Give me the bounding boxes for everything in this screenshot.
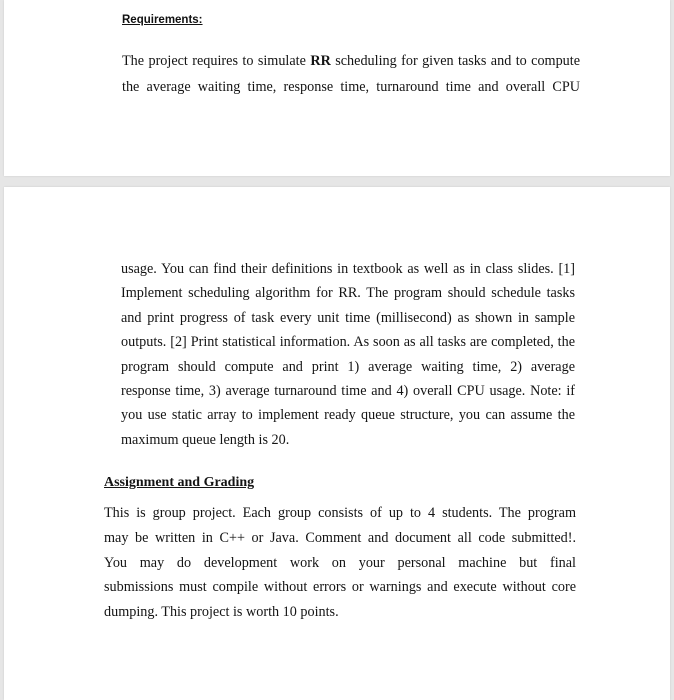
paragraph-line: The project requires to simulate RR scheduling for given tasks and to compute <box>122 53 581 69</box>
assignment-paragraph <box>104 501 576 625</box>
requirements-intro-paragraph <box>122 48 580 100</box>
paragraph-line: maximum queue length is 20. <box>121 431 290 448</box>
paragraph-line: usage. You can find their definitions in textbook as well as in class slides. [1] <box>121 261 575 277</box>
requirements-continuation-paragraph <box>121 257 575 452</box>
paragraph-line: dumping. This project is worth 10 points. <box>104 604 339 621</box>
rr-bold-term: RR <box>310 53 331 69</box>
paragraph-line: program should compute and print 1) average waiting time, 2) average <box>121 358 575 375</box>
requirements-heading: Requirements: <box>122 14 203 26</box>
paragraph-line: you use static array to implement ready queue structure, you can assume the <box>121 407 575 424</box>
paragraph-line: and print progress of task every unit time (millisecond) as shown in sample <box>121 309 575 326</box>
paragraph-line: This is group project. Each group consists of up to 4 students. The program <box>104 505 576 521</box>
paragraph-line: Implement scheduling algorithm for RR. The program should schedule tasks <box>121 285 575 302</box>
paragraph-line: may be written in C++ or Java. Comment and document all code submitted!. <box>104 529 576 546</box>
paragraph-line: the average waiting time, response time, turnaround time and overall CPU <box>122 79 580 95</box>
paragraph-line: response time, 3) average turnaround time and 4) overall CPU usage. Note: if <box>121 383 575 400</box>
paragraph-line: You may do development work on your personal machine but final <box>104 554 576 571</box>
page-card-top <box>4 0 670 176</box>
assignment-heading: Assignment and Grading <box>104 475 255 490</box>
paragraph-line: submissions must compile without errors or warnings and execute without core <box>104 579 576 596</box>
paragraph-line: outputs. [2] Print statistical information. As soon as all tasks are completed, the <box>121 334 575 351</box>
page-card-bottom <box>4 187 670 700</box>
